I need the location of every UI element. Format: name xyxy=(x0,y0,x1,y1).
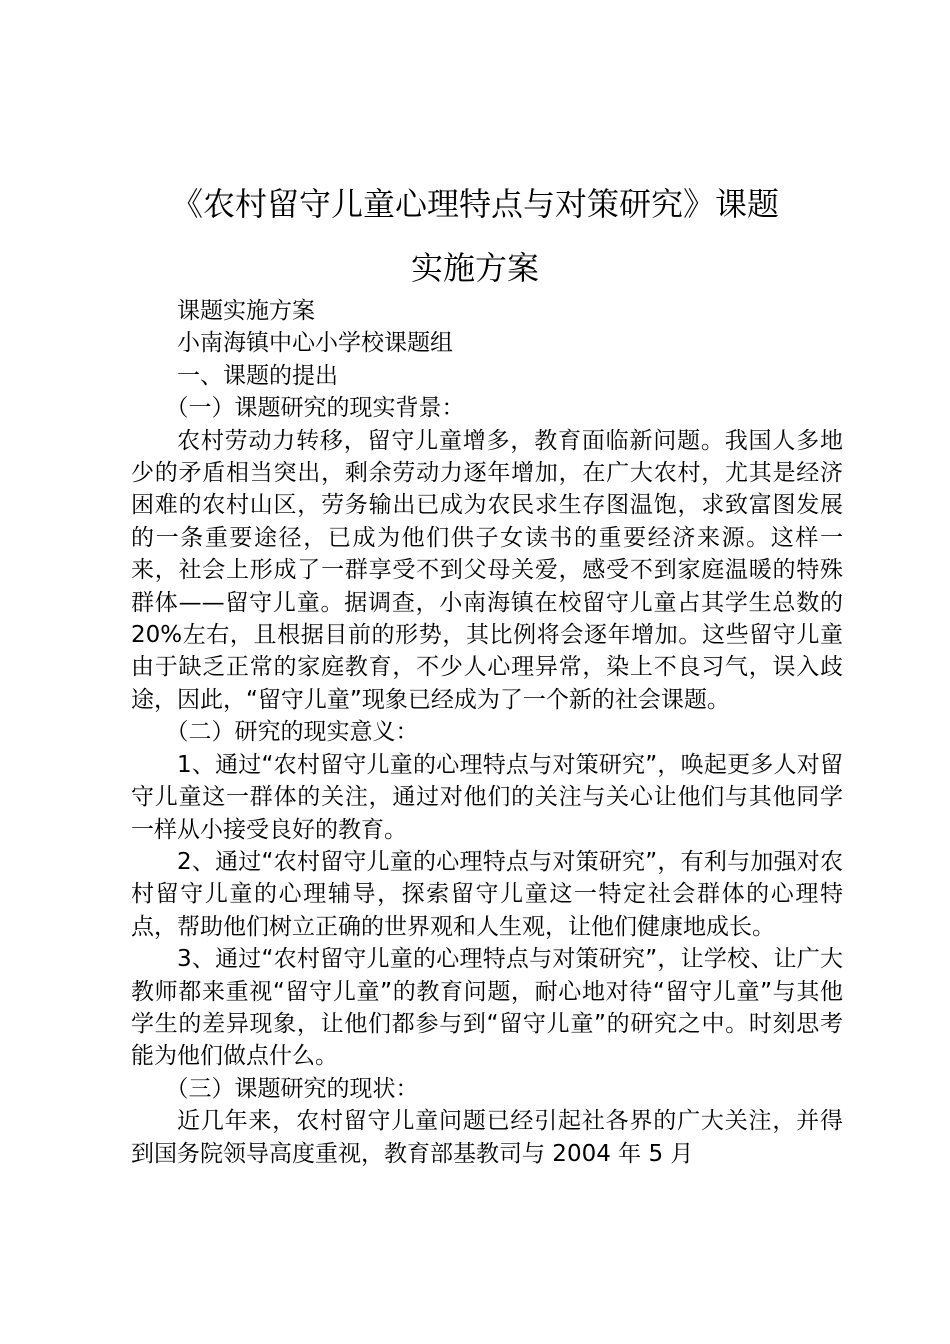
subsection-heading: （三）课题研究的现状： xyxy=(165,1075,419,1102)
body-paragraph: 农村劳动力转移，留守儿童增多，教育面临新问题。我国人多地少的矛盾相当突出，剩余劳动力逐年增加，在广大农村，尤其是经济困难的农村山区，劳务输出已成为农民求生存图温饱，求致富图发展的一条重要途径，已成为他们供子女读书的重要经济来源。这样一来，社会上形成了一群享受不到父母关爱，感受不到家庭温暖的特殊群体——留守儿童。据调查，小南海镇在校留守儿童占其学生总数的 20%左右，且根据目前的形势，其比例将会逐年增加。这些留守儿童由于缺乏正常的家庭教育，不少人心理异常，染上不良习气，误入歧途，因此，“留守儿童”现象已经成为了一个新的社会课题。 xyxy=(131,427,843,713)
author-paragraph: 小南海镇中心小学校课题组 xyxy=(177,330,453,357)
body-paragraph: 1、通过“农村留守儿童的心理特点与对策研究”，唤起更多人对留守儿童这一群体的关注，通过对他们的关注与关心让他们与其他同学一样从小接受良好的教育。 xyxy=(131,751,843,843)
document-body xyxy=(131,295,843,1170)
subsection-heading: （二）研究的现实意义： xyxy=(165,719,419,746)
body-paragraph: 近几年来，农村留守儿童问题已经引起社各界的广大关注，并得到国务院领导高度重视，教育部基教司与 2004 年 5 月 xyxy=(131,1108,843,1167)
body-paragraph: 3、通过“农村留守儿童的心理特点与对策研究”，让学校、让广大教师都来重视“留守儿童”的教育问题，耐心地对待“留守儿童”与其他学生的差异现象，让他们都参与到“留守儿童”的研究之中。时刻思考能为他们做点什么。 xyxy=(131,946,843,1070)
document-title-line-1: 《农村留守儿童心理特点与对策研究》课题 xyxy=(170,185,779,223)
body-paragraph: 2、通过“农村留守儿童的心理特点与对策研究”，有利与加强对农村留守儿童的心理辅导，探索留守儿童这一特定社会群体的心理特点，帮助他们树立正确的世界观和人生观，让他们健康地成长。 xyxy=(131,848,843,940)
document-title-line-2: 实施方案 xyxy=(410,249,539,287)
subtitle-paragraph: 课题实施方案 xyxy=(177,298,315,324)
section-heading: 一、课题的提出 xyxy=(177,362,338,389)
subsection-heading: （一）课题研究的现实背景： xyxy=(165,395,465,422)
